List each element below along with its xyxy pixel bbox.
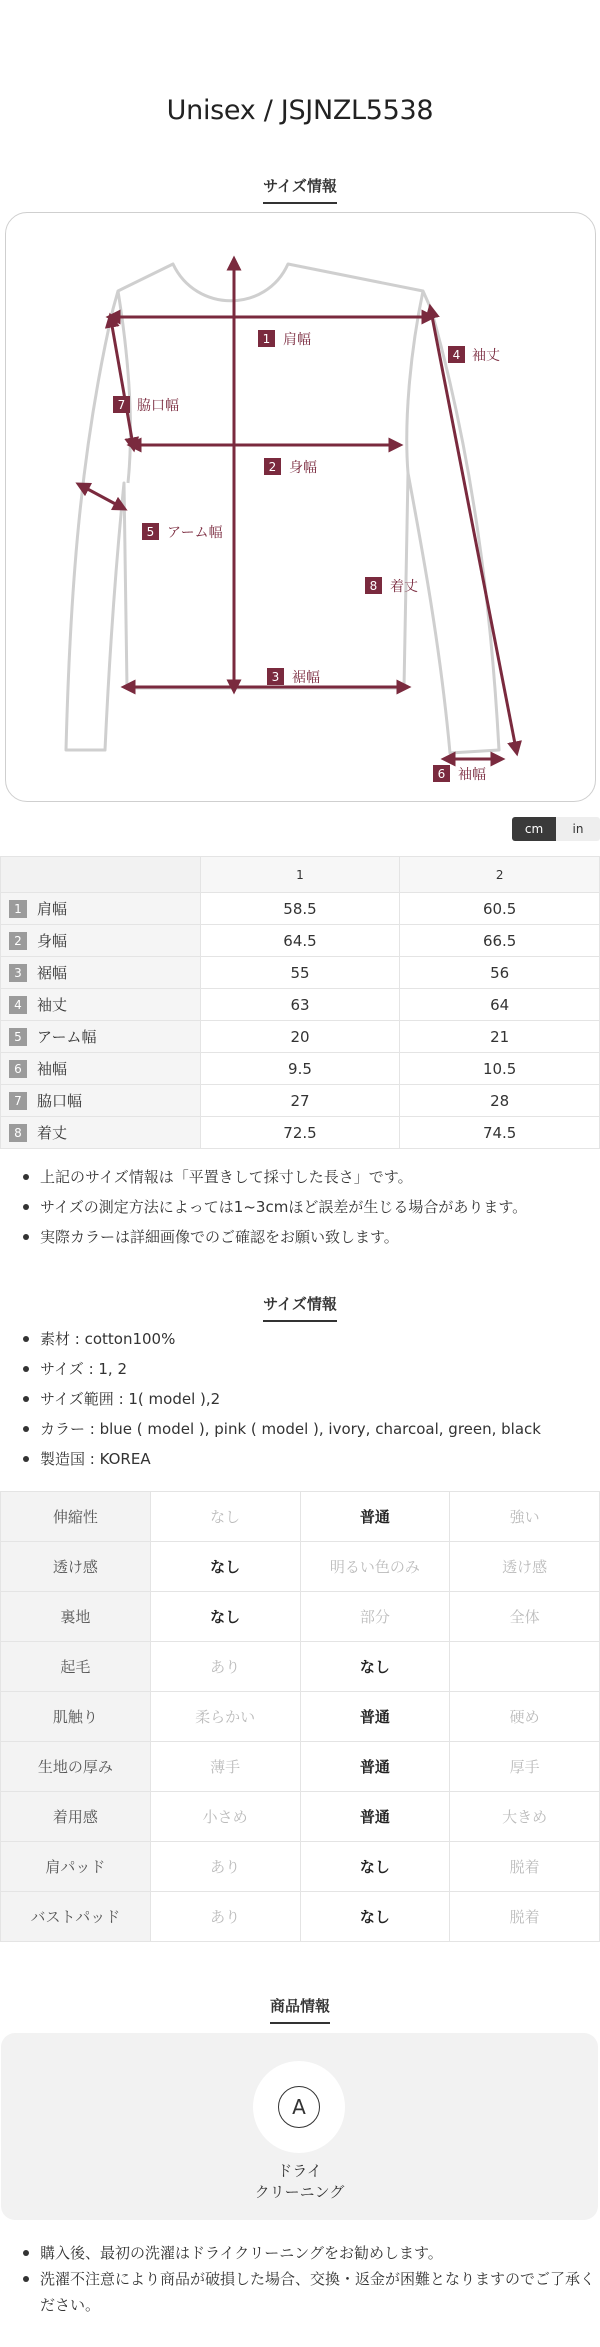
care-label-line1: ドライ bbox=[277, 2162, 322, 2180]
property-label: 透け感 bbox=[1, 1542, 151, 1592]
property-label: 着用感 bbox=[1, 1792, 151, 1842]
label-arm-width-text: アーム幅 bbox=[167, 525, 223, 541]
property-option: 脱着 bbox=[450, 1892, 600, 1942]
measurement-name bbox=[1, 1085, 201, 1117]
property-option: 普通 bbox=[300, 1492, 450, 1542]
table-row bbox=[1, 1642, 600, 1692]
measurement-number: 8 bbox=[9, 1124, 27, 1142]
measurement-label: 肩幅 bbox=[37, 900, 68, 918]
product-section-title bbox=[0, 1995, 600, 2024]
size-table-corner bbox=[1, 857, 201, 893]
property-option: 大きめ bbox=[450, 1792, 600, 1842]
size-column-1: 1 bbox=[200, 857, 400, 893]
list-item: 製造国 : KOREA bbox=[20, 1444, 595, 1474]
property-option: 強い bbox=[450, 1492, 600, 1542]
list-item: 上記のサイズ情報は「平置きして採寸した長さ」です。 bbox=[20, 1162, 595, 1192]
measurement-name bbox=[1, 893, 201, 925]
label-cuff-width-text: 袖幅 bbox=[458, 767, 486, 783]
measurement-name bbox=[1, 1021, 201, 1053]
size-table bbox=[0, 856, 600, 1149]
label-hem-width bbox=[267, 668, 320, 686]
property-label: 生地の厚み bbox=[1, 1742, 151, 1792]
product-info-list bbox=[20, 1324, 595, 1474]
property-label: バストパッド bbox=[1, 1892, 151, 1942]
list-item: サイズの測定方法によっては1~3cmほど誤差が生じる場合があります。 bbox=[20, 1192, 595, 1222]
size-value: 74.5 bbox=[400, 1117, 600, 1149]
measurement-name bbox=[1, 957, 201, 989]
measurement-number: 2 bbox=[9, 932, 27, 950]
table-row bbox=[1, 1542, 600, 1592]
measurement-label: 裾幅 bbox=[37, 964, 68, 982]
property-option: なし bbox=[150, 1542, 300, 1592]
table-row bbox=[1, 1742, 600, 1792]
measurement-number: 1 bbox=[9, 900, 27, 918]
property-label: 肩パッド bbox=[1, 1842, 151, 1892]
table-row bbox=[1, 1053, 600, 1085]
measurement-number: 6 bbox=[9, 1060, 27, 1078]
size-table-header bbox=[1, 857, 600, 893]
property-label: 起毛 bbox=[1, 1642, 151, 1692]
property-option: 普通 bbox=[300, 1692, 450, 1742]
label-hem-width-text: 裾幅 bbox=[292, 670, 320, 686]
measurement-number: 4 bbox=[9, 996, 27, 1014]
size-value: 55 bbox=[200, 957, 400, 989]
measurement-label: アーム幅 bbox=[37, 1028, 97, 1046]
list-item: カラー : blue ( model ), pink ( model ), ivory, charcoal, green, black bbox=[20, 1414, 595, 1444]
size-diagram bbox=[5, 212, 596, 802]
measurement-number: 3 bbox=[9, 964, 27, 982]
measurement-name bbox=[1, 1117, 201, 1149]
svg-text:4: 4 bbox=[452, 348, 461, 362]
table-row bbox=[1, 989, 600, 1021]
list-item: サイズ範囲 : 1( model ),2 bbox=[20, 1384, 595, 1414]
property-option: 明るい色のみ bbox=[300, 1542, 450, 1592]
dry-clean-icon: A bbox=[278, 2086, 320, 2128]
svg-text:6: 6 bbox=[437, 767, 446, 781]
property-option: なし bbox=[150, 1592, 300, 1642]
table-row bbox=[1, 1792, 600, 1842]
size-value: 60.5 bbox=[400, 893, 600, 925]
size-value: 72.5 bbox=[200, 1117, 400, 1149]
arm-width-line bbox=[82, 486, 121, 507]
property-option: あり bbox=[150, 1842, 300, 1892]
size-value: 21 bbox=[400, 1021, 600, 1053]
table-row bbox=[1, 1021, 600, 1053]
svg-text:2: 2 bbox=[268, 460, 277, 474]
label-sleeve-length bbox=[448, 346, 500, 364]
svg-text:3: 3 bbox=[271, 670, 280, 684]
label-shoulder-width bbox=[258, 330, 311, 348]
label-shoulder-width-text: 肩幅 bbox=[283, 332, 311, 348]
svg-text:8: 8 bbox=[369, 579, 378, 593]
measurement-label: 袖幅 bbox=[37, 1060, 68, 1078]
size-value: 10.5 bbox=[400, 1053, 600, 1085]
property-option: なし bbox=[300, 1892, 450, 1942]
unit-cm-button[interactable]: cm bbox=[512, 817, 556, 841]
measurement-name bbox=[1, 989, 201, 1021]
property-option: なし bbox=[300, 1642, 450, 1692]
property-option: なし bbox=[150, 1492, 300, 1542]
label-length bbox=[365, 577, 418, 595]
measurement-number: 7 bbox=[9, 1092, 27, 1110]
size-value: 20 bbox=[200, 1021, 400, 1053]
measurement-name bbox=[1, 1053, 201, 1085]
list-item: 洗濯不注意により商品が破損した場合、交換・返金が困難となりますのでご了承ください。 bbox=[20, 2266, 595, 2318]
measurement-name bbox=[1, 925, 201, 957]
size-column-2: 2 bbox=[400, 857, 600, 893]
property-option: 部分 bbox=[300, 1592, 450, 1642]
table-row bbox=[1, 1892, 600, 1942]
property-option bbox=[450, 1642, 600, 1692]
size-notes-list bbox=[20, 1162, 595, 1252]
care-instructions-box bbox=[1, 2033, 598, 2220]
property-option: 硬め bbox=[450, 1692, 600, 1742]
measurement-label: 脇口幅 bbox=[37, 1092, 83, 1110]
label-length-text: 着丈 bbox=[390, 579, 418, 595]
list-item: 購入後、最初の洗濯はドライクリーニングをお勧めします。 bbox=[20, 2240, 595, 2266]
property-option: あり bbox=[150, 1892, 300, 1942]
care-label bbox=[1, 2161, 598, 2203]
property-option: あり bbox=[150, 1642, 300, 1692]
measurement-label: 着丈 bbox=[37, 1124, 68, 1142]
property-option: 普通 bbox=[300, 1792, 450, 1842]
size-section-title-text: サイズ情報 bbox=[263, 175, 337, 204]
property-option: 透け感 bbox=[450, 1542, 600, 1592]
list-item: 素材 : cotton100% bbox=[20, 1324, 595, 1354]
property-option: 薄手 bbox=[150, 1742, 300, 1792]
list-item: 実際カラーは詳細画像でのご確認をお願い致します。 bbox=[20, 1222, 595, 1252]
table-row bbox=[1, 1592, 600, 1642]
table-row bbox=[1, 1842, 600, 1892]
size-value: 9.5 bbox=[200, 1053, 400, 1085]
size-section-title bbox=[0, 175, 600, 204]
label-body-width bbox=[264, 458, 317, 476]
care-label-line2: クリーニング bbox=[254, 2183, 345, 2201]
product-title: Unisex / JSJNZL5538 bbox=[166, 95, 434, 126]
label-armhole-width-text: 脇口幅 bbox=[137, 398, 179, 414]
property-option: 小さめ bbox=[150, 1792, 300, 1842]
property-label: 肌触り bbox=[1, 1692, 151, 1742]
sweater-diagram-svg bbox=[6, 213, 597, 803]
size-value: 63 bbox=[200, 989, 400, 1021]
svg-text:5: 5 bbox=[146, 525, 155, 539]
property-label: 伸縮性 bbox=[1, 1492, 151, 1542]
property-option: 普通 bbox=[300, 1742, 450, 1792]
label-sleeve-length-text: 袖丈 bbox=[472, 348, 500, 364]
info-section-title-text: サイズ情報 bbox=[263, 1293, 337, 1322]
table-row bbox=[1, 925, 600, 957]
measurement-label: 袖丈 bbox=[37, 996, 68, 1014]
care-symbol-circle bbox=[253, 2061, 345, 2153]
size-value: 64.5 bbox=[200, 925, 400, 957]
label-arm-width bbox=[142, 523, 223, 541]
table-row bbox=[1, 1692, 600, 1742]
property-option: 柔らかい bbox=[150, 1692, 300, 1742]
svg-text:7: 7 bbox=[117, 398, 126, 412]
svg-text:1: 1 bbox=[262, 332, 271, 346]
size-value: 56 bbox=[400, 957, 600, 989]
size-value: 66.5 bbox=[400, 925, 600, 957]
size-value: 28 bbox=[400, 1085, 600, 1117]
product-section-title-text: 商品情報 bbox=[270, 1995, 330, 2024]
care-notes-list bbox=[20, 2240, 595, 2318]
unit-in-button[interactable]: in bbox=[556, 817, 600, 841]
label-body-width-text: 身幅 bbox=[289, 460, 317, 476]
property-option: なし bbox=[300, 1842, 450, 1892]
table-row bbox=[1, 1492, 600, 1542]
size-value: 27 bbox=[200, 1085, 400, 1117]
table-row bbox=[1, 893, 600, 925]
info-section-title bbox=[0, 1293, 600, 1322]
property-option: 脱着 bbox=[450, 1842, 600, 1892]
property-label: 裏地 bbox=[1, 1592, 151, 1642]
label-cuff-width bbox=[433, 765, 486, 783]
size-value: 64 bbox=[400, 989, 600, 1021]
size-value: 58.5 bbox=[200, 893, 400, 925]
measurement-number: 5 bbox=[9, 1028, 27, 1046]
fabric-properties-table bbox=[0, 1491, 600, 1942]
unit-toggle[interactable] bbox=[512, 817, 600, 841]
list-item: サイズ : 1, 2 bbox=[20, 1354, 595, 1384]
label-armhole-width bbox=[113, 396, 179, 414]
table-row bbox=[1, 1117, 600, 1149]
property-option: 全体 bbox=[450, 1592, 600, 1642]
table-row bbox=[1, 1085, 600, 1117]
property-option: 厚手 bbox=[450, 1742, 600, 1792]
measurement-label: 身幅 bbox=[37, 932, 68, 950]
table-row bbox=[1, 957, 600, 989]
